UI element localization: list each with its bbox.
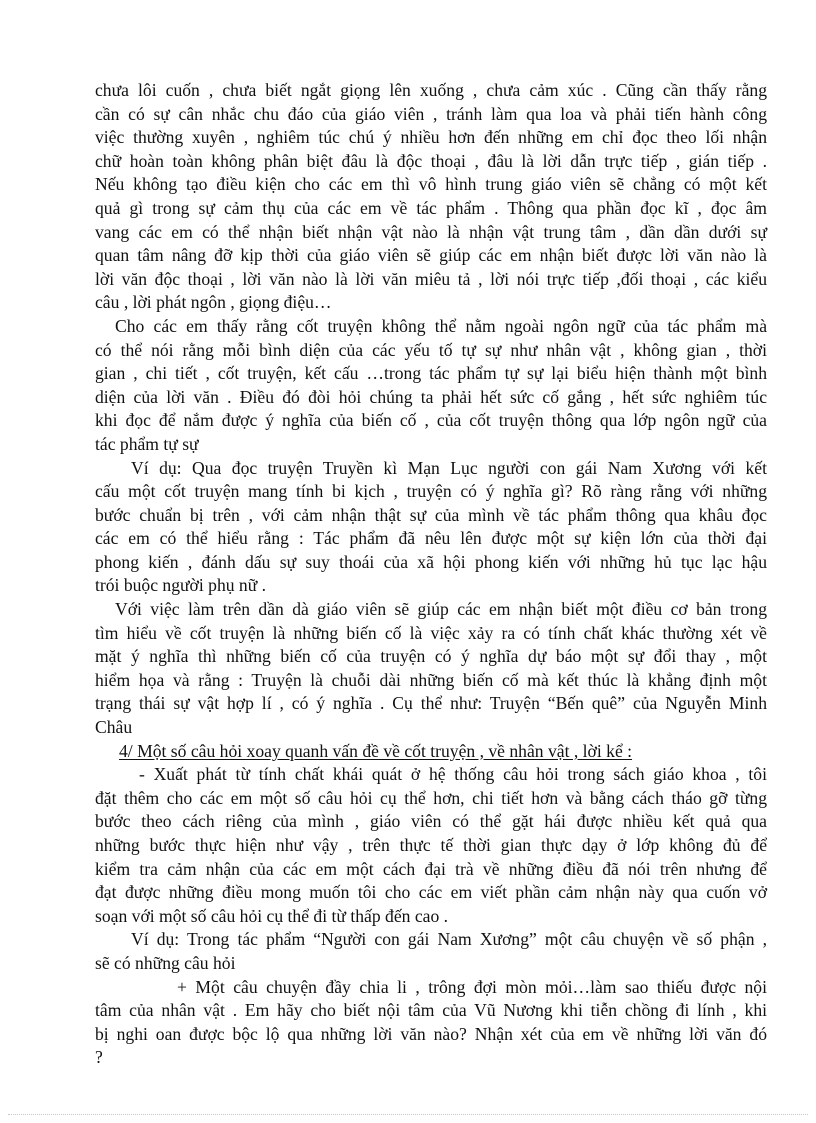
text-line: hiểm họa và rằng : Truyện là chuỗi dài những biến cố mà kết thúc là khẳng định một [95, 669, 767, 690]
text-line: bước theo cách riêng của mình , giáo viên có thể gặt hái được nhiều kết quả qua [95, 811, 767, 832]
text-line: diện của lời văn . Điều đó đòi hỏi chúng ta phải hết sức cố gắng , hết sức nghiêm túc [95, 386, 767, 407]
text-line: cần có sự cân nhắc chu đáo của giáo viên , tránh làm qua loa và phải tiến hành công [95, 103, 767, 124]
text-line: việc thường xuyên , nghiêm túc chú ý nhiều hơn đến những em chỉ đọc theo lối nhận [95, 127, 767, 148]
text-line: khi đọc để nắm được ý nghĩa của biến cố , của cốt truyện thông qua lớp ngôn ngữ của [95, 410, 767, 431]
text-line: vang các em có thể nhận biết nhận vật nào là nhận vật trung tâm , dần dần dưới sự [95, 221, 767, 242]
text-line: gian , chi tiết , cốt truyện, kết cấu …trong tác phẩm tự sự lại biểu hiện thành một bình [95, 363, 767, 384]
text-line: Nếu không tạo điều kiện cho các em thì vô hình trung giáo viên sẽ chẳng có một kết [95, 174, 767, 195]
text-line: chưa lôi cuốn , chưa biết ngắt giọng lên xuống , chưa cảm xúc . Cũng cần thấy rằng [95, 80, 767, 100]
text-line: tác phẩm tự sự [95, 433, 199, 454]
text-line: kiểm tra cảm nhận của các em một cách đại trà về những điều đã nói trên nhưng để [95, 858, 767, 879]
paragraph-start-line: + Một câu chuyện đầy chia li , trông đợi mòn mỏi…làm sao thiếu được nội [177, 976, 767, 997]
text-line: mặt ý nghĩa thì những biến cố của truyện có ý nghĩa dự báo một sự đổi thay , một [95, 646, 767, 667]
text-line: đặt thêm cho các em một số câu hỏi cụ thể hơn, chi tiết hơn và bằng cách tháo gỡ từng [95, 787, 767, 808]
text-line: trạng thái sự vật hợp lí , có ý nghĩa . Cụ thể như: Truyện “Bến quê” của Nguyễn Minh [95, 693, 767, 714]
text-line: cấu một cốt truyện mang tính bi kịch , truyện có ý nghĩa gì? Rõ ràng rằng với những [95, 481, 767, 502]
text-line: tâm của nhân vật . Em hãy cho biết nội tâm của Vũ Nương khi tiễn chồng đi lính , khi [95, 1000, 767, 1021]
text-line: lời văn độc thoại , lời văn nào là lời văn miêu tả , lời nói trực tiếp ,đối thoại , các kiểu [95, 268, 767, 289]
text-line: các em có thể hiểu rằng : Tác phẩm đã nêu lên được một sự kiện lớn của thời đại [95, 528, 767, 549]
text-line: soạn với một số câu hỏi cụ thể đi từ thấp đến cao . [95, 905, 449, 926]
paragraph-start-line: Ví dụ: Qua đọc truyện Truyền kì Mạn Lục người con gái Nam Xương với kết [131, 457, 767, 478]
text-line: bước chuẩn bị trên , với cảm nhận thật sự của mình về tác phẩm thông qua khâu đọc [95, 504, 767, 525]
paragraph-start-line: Ví dụ: Trong tác phẩm “Người con gái Nam Xương” một câu chuyện về số phận , [131, 929, 767, 950]
text-line: quan tâm nâng đỡ kịp thời của giáo viên sẽ giúp các em nhận biết được lời văn nào là [95, 245, 767, 266]
paragraph-start-line: Với việc làm trên dần dà giáo viên sẽ giúp các em nhận biết một điều cơ bản trong [115, 599, 767, 620]
paragraph-start-line: - Xuất phát từ tính chất khái quát ở hệ thống câu hỏi trong sách giáo khoa , tôi [139, 764, 767, 785]
text-line: ? [95, 1047, 103, 1068]
document-body [95, 79, 767, 1070]
page-bottom-divider [8, 1114, 808, 1115]
text-line: chữ hoàn toàn không phân biệt đâu là độc thoại , đâu là lời dẫn trực tiếp , gián tiếp . [95, 150, 767, 171]
text-line: đạt được những điều mong muốn tôi cho các em viết phần cảm nhận này qua cuốn vở [95, 882, 767, 903]
text-line: phong kiến , đánh dấu sự suy thoái của xã hội phong kiến với những hủ tục lạc hậu [95, 551, 767, 572]
text-line: sẽ có những câu hỏi [95, 952, 236, 973]
text-line: những bước thực hiện như vậy , trên thực tế thời gian thực dạy ở lớp không đủ để [95, 835, 767, 855]
paragraph-start-line: Cho các em thấy rằng cốt truyện không thể nằm ngoài ngôn ngữ của tác phẩm mà [115, 315, 767, 336]
section-heading: 4/ Một số câu hỏi xoay quanh vấn đề về cốt truyện , về nhân vật , lời kể : [119, 740, 633, 761]
text-line: tìm hiểu về cốt truyện là những biến cố là việc xảy ra có tính chất khác thường xét về [95, 622, 767, 643]
text-line: quả gì trong sự cảm thụ của các em về tác phẩm . Thông qua phần đọc kĩ , đọc âm [95, 197, 767, 218]
text-line: câu , lời phát ngôn , giọng điệu… [95, 292, 332, 313]
text-line: bị nghi oan được bộc lộ qua những lời văn nào? Nhận xét của em về những lời văn đó [95, 1023, 767, 1044]
section-heading-line [95, 740, 767, 764]
text-line: Châu [95, 717, 133, 738]
text-line: có thể nói rằng mỗi bình diện của các yếu tố tự sự như nhân vật , không gian , thời [95, 339, 767, 360]
text-line: trói buộc người phụ nữ . [95, 575, 267, 596]
